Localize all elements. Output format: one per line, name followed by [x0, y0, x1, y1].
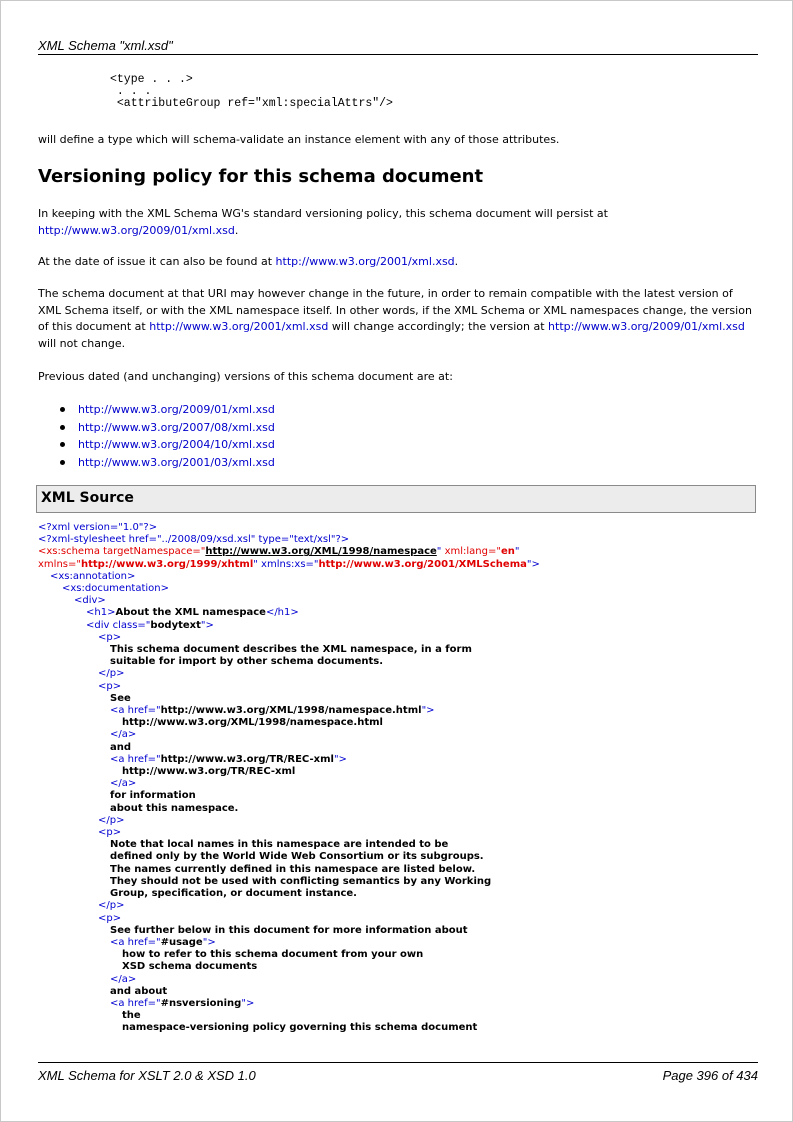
list-item [78, 419, 275, 437]
code-snippet [110, 74, 393, 110]
xsd-2001-link[interactable]: http://www.w3.org/2001/xml.xsd [149, 320, 329, 334]
code-line: <?xml-stylesheet href="../2008/09/xsd.xsl" type="text/xsl"?> [38, 534, 350, 546]
page-footer [38, 1062, 758, 1083]
code-line: http://www.w3.org/XML/1998/namespace.html [122, 717, 383, 729]
code-line: defined only by the World Wide Web Consortium or its subgroups. [110, 851, 484, 863]
page-number: Page 396 of 434 [662, 1068, 758, 1083]
code-line: http://www.w3.org/TR/REC-xml [122, 766, 296, 778]
code-line: <a href="http://www.w3.org/TR/REC-xml"> [110, 753, 347, 765]
code-line: See further below in this document for more information about [110, 924, 468, 936]
list-item [78, 436, 275, 454]
xsd-2001-link[interactable]: http://www.w3.org/2001/xml.xsd [275, 255, 455, 268]
code-line: <?xml version="1.0"?> [38, 522, 158, 533]
code-line: <div class="bodytext"> [86, 619, 214, 631]
version-link[interactable]: http://www.w3.org/2001/03/xml.xsd [78, 455, 275, 469]
code-line: They should not be used with conflicting semantics by any Working [110, 875, 492, 887]
code-line: <xs:documentation> [62, 583, 169, 595]
section-heading: Versioning policy for this schema document [38, 166, 484, 187]
code-line: <a href="#usage"> [110, 936, 216, 948]
list-item [78, 401, 275, 419]
code-line: See [110, 692, 131, 704]
code-line: </a> [110, 973, 137, 985]
code-line: Group, specification, or document instance. [110, 888, 357, 900]
code-line: <xs:annotation> [50, 570, 136, 582]
code-line: <p> [98, 631, 122, 643]
intro-paragraph: will define a type which will schema-validate an instance element with any of those attributes. [38, 133, 560, 146]
code-line: xmlns="http://www.w3.org/1999/xhtml" xmlns:xs="http://www.w3.org/2001/XMLSchema"> [38, 558, 540, 570]
footer-title: XML Schema for XSLT 2.0 & XSD 1.0 [38, 1068, 256, 1083]
code-line: <p> [98, 827, 122, 839]
running-header: XML Schema "xml.xsd" [38, 38, 758, 55]
code-line: suitable for import by other schema documents. [110, 656, 384, 668]
code-line: namespace-versioning policy governing this schema document [122, 1022, 478, 1034]
xsd-2009-link[interactable]: http://www.w3.org/2009/01/xml.xsd [548, 320, 745, 334]
version-link[interactable]: http://www.w3.org/2007/08/xml.xsd [78, 420, 275, 434]
code-line: This schema document describes the XML namespace, in a form [110, 644, 472, 656]
code-line: </a> [110, 729, 137, 741]
code-line: and [110, 741, 132, 753]
code-line: for information [110, 790, 196, 802]
code-line: Note that local names in this namespace are intended to be [110, 839, 449, 851]
code-line: <attributeGroup ref="xml:specialAttrs"/> [110, 97, 393, 110]
xsd-2009-link[interactable]: http://www.w3.org/2009/01/xml.xsd [38, 223, 235, 237]
code-line: <div> [74, 595, 106, 607]
code-line: </p> [98, 814, 125, 826]
code-line: </p> [98, 668, 125, 680]
code-line: <type . . .> [110, 73, 193, 86]
code-line: </a> [110, 778, 137, 790]
code-line: <xs:schema targetNamespace="http://www.w3.org/XML/1998/namespace" xml:lang="en" [38, 546, 520, 558]
code-line: The names currently defined in this namespace are listed below. [110, 863, 476, 875]
versioning-paragraph-3: The schema document at that URI may however change in the future, in order to remain compatible with the latest version of XML Schema itself, or with the XML namespace itself. In other words, if the XML Schema or XML namespaces change, the version of this document at http://www.w3.org/2001/xml.xsd will change accordingly; the version at http://www.w3.org/2009/01/xml.xsd will not change. [38, 287, 752, 351]
code-line: <h1>About the XML namespace</h1> [86, 607, 299, 619]
code-line: how to refer to this schema document from your own [122, 949, 424, 961]
versioning-paragraph-4: Previous dated (and unchanging) versions of this schema document are at: [38, 370, 453, 383]
versions-list [38, 401, 275, 471]
code-line: XSD schema documents [122, 961, 258, 973]
xml-source-heading: XML Source [41, 490, 134, 506]
code-line: about this namespace. [110, 802, 239, 814]
code-line: <p> [98, 680, 122, 692]
xml-source-listing [38, 522, 758, 1035]
versioning-paragraph-2: At the date of issue it can also be found at http://www.w3.org/2001/xml.xsd. [38, 255, 459, 268]
code-line: . . . [110, 85, 152, 98]
code-line: and about [110, 985, 168, 997]
versioning-paragraph-1: In keeping with the XML Schema WG's standard versioning policy, this schema document will persist at http://www.w3.org/2009/01/xml.xsd. [38, 207, 608, 237]
code-line: <p> [98, 912, 122, 924]
list-item [78, 454, 275, 472]
code-line: <a href="http://www.w3.org/XML/1998/namespace.html"> [110, 705, 435, 717]
xml-source-heading-bar [36, 485, 756, 513]
code-line: <a href="#nsversioning"> [110, 997, 255, 1009]
code-line: the [122, 1010, 141, 1022]
version-link[interactable]: http://www.w3.org/2004/10/xml.xsd [78, 438, 275, 451]
version-link[interactable]: http://www.w3.org/2009/01/xml.xsd [78, 403, 275, 416]
code-line: </p> [98, 900, 125, 912]
